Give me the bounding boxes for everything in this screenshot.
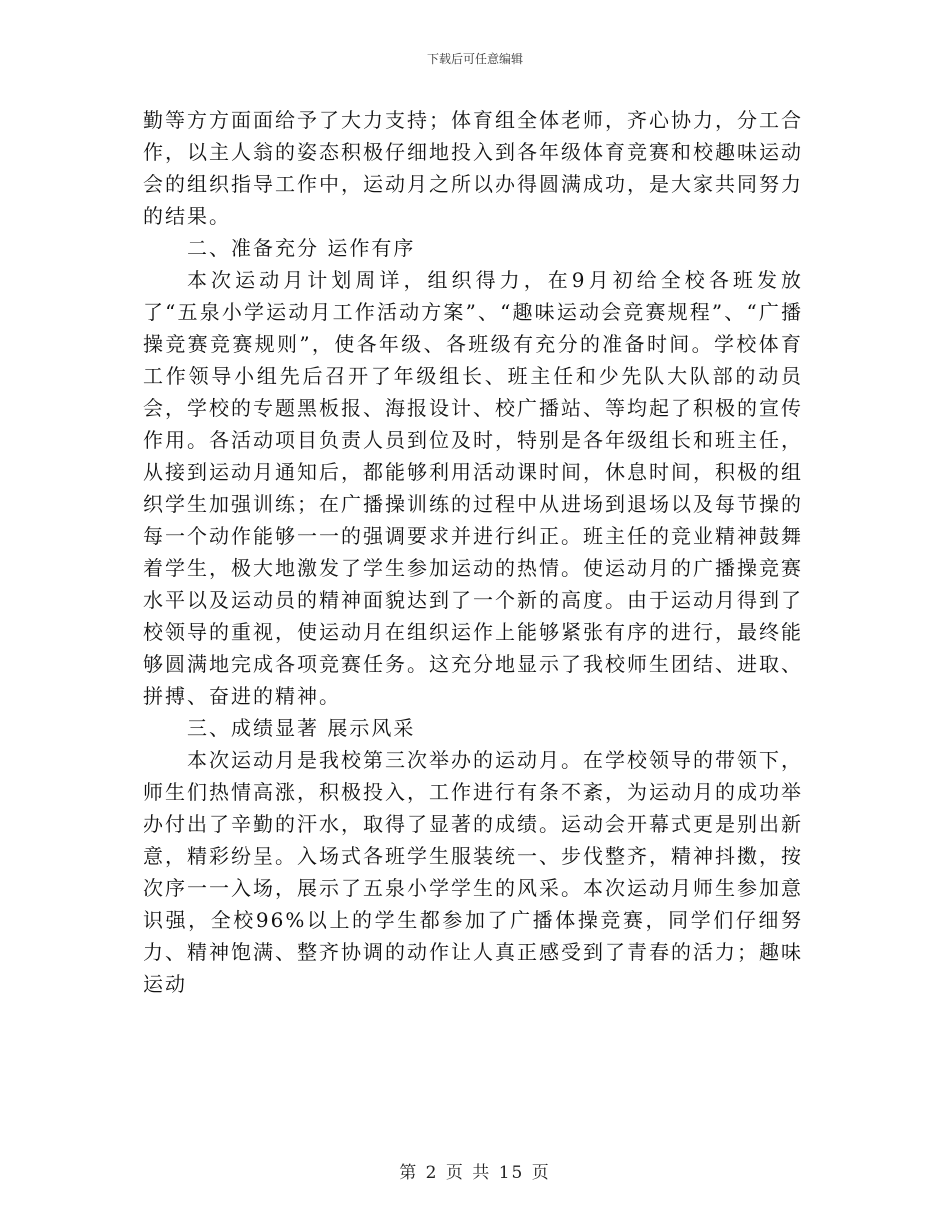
page-number: 第 2 页 共 15 页 xyxy=(399,1163,551,1183)
section-heading-3: 三、成绩显著 展示风采 xyxy=(187,716,416,740)
page-header: 下载后可任意编辑 xyxy=(426,52,523,66)
paragraph-preparation: 本次运动月计划周详，组织得力，在9月初给全校各班发放了“五泉小学运动月工作活动方案”、“趣味运动会竞赛规程”、“广播操竞赛竞赛规则”，使各年级、各班级有充分的准备时间。学校体育工作领导小组先后召开了年级组长、班主任和少先队大队部的动员会，学校的专题黑板报、海报设计、校广播站、等均起了积极的宣传作用。各活动项目负责人员到位及时，特别是各年级组长和班主任，从接到运动月通知后，都能够利用活动课时间，休息时间，积极的组织学生加强训练；在广播操训练的过程中从进场到退场以及每节操的每一个动作能够一一的强调要求并进行纠正。班主任的竞业精神鼓舞着学生，极大地激发了学生参加运动的热情。使运动月的广播操竞赛水平以及运动员的精神面貌达到了一个新的高度。由于运动月得到了校领导的重视，使运动月在组织运作上能够紧张有序的进行，最终能够圆满地完成各项竞赛任务。这充分地显示了我校师生团结、进取、拼搏、奋进的精神。 xyxy=(143,268,803,708)
paragraph-continuation: 勤等方方面面给予了大力支持；体育组全体老师，齐心协力，分工合作，以主人翁的姿态积极仔细地投入到各年级体育竞赛和校趣味运动会的组织指导工作中，运动月之所以办得圆满成功，是大家共同努力的结果。 xyxy=(143,108,803,228)
paragraph-results: 本次运动月是我校第三次举办的运动月。在学校领导的带领下，师生们热情高涨，积极投入，工作进行有条不紊，为运动月的成功举办付出了辛勤的汗水，取得了显著的成绩。运动会开幕式更是别出新意，精彩纷呈。入场式各班学生服装统一、步伐整齐，精神抖擞，按次序一一入场，展示了五泉小学学生的风采。本次运动月师生参加意识强，全校96%以上的学生都参加了广播体操竞赛，同学们仔细努力、精神饱满、整齐协调的动作让人真正感受到了青春的活力；趣味运动 xyxy=(143,748,803,996)
section-heading-2: 二、准备充分 运作有序 xyxy=(187,236,416,260)
document-body xyxy=(143,104,803,1000)
